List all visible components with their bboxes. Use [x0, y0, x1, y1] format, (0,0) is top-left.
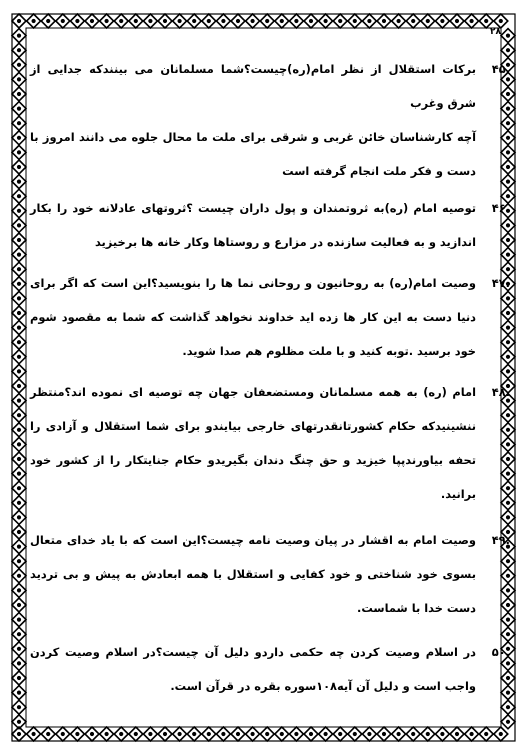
question-item: [30, 523, 510, 625]
questions-list: [30, 52, 510, 703]
answer-text: منتظر ننشینیدکه حکام کشورتانقدرتهای خارجی بیایندو برای شما استقلال و آزادی را تحفه بیاورندپپا خیزید و حق چنگ دندان بگیریدو حکام جنایتکار را از کشور خود برانید.: [30, 385, 476, 501]
question-text: توصیه امام (ره)به ثروتمندان و پول داران چیست ؟: [186, 201, 476, 215]
answer-text: این است که اگر برای دنیا دست به این کار ها زده اید خداوند نخواهد گذاشت که شما به مقصود شوم خود برسید .توبه کنید و با ملت مظلوم هم صدا شوید.: [30, 276, 476, 358]
answer-text: این است که با یاد خدای متعال بسوی خود شناختی و خود کفایی و استقلال با همه ابعادش به پیش و بی تردید دست خدا با شماست.: [30, 533, 476, 615]
question-number: ۴۶.: [491, 201, 510, 215]
question-number: ۴۸.: [491, 385, 510, 399]
question-number: ۴۵.: [491, 62, 510, 76]
question-text: امام (ره) به همه مسلمانان ومستضعفان جهان چه توصیه ای نموده اند؟: [64, 385, 476, 399]
question-text: وصیت امام(ره) به روحانیون و روحانی نما ها را بنویسید؟: [151, 276, 477, 290]
answer-text: آ‌چه کارشناسان خائن غربی و شرقی برای ملت ما محال جلوه می دانند امروز با دست و فکر ملت انجام گرفته است: [30, 130, 476, 178]
answer-text: ثروتهای عادلانه خود را بکار اندازید و به فعالیت سازنده در مزارع و روستاها وکار خانه ها برخیزید: [30, 201, 476, 249]
question-item: [30, 52, 510, 188]
question-item: [30, 375, 510, 511]
page-number: ۲۸: [490, 27, 501, 37]
question-text: وصیت امام به اقشار در پیان وصیت نامه چیست؟: [200, 533, 476, 547]
question-number: ۴۹.: [491, 533, 510, 547]
answer-text: در اسلام وصیت کردن واجب است و دلیل آن آیه۱۰۸سوره بقره در قرآن است.: [30, 645, 476, 693]
question-number: ۴۷.: [491, 276, 510, 290]
question-item: [30, 635, 510, 703]
question-number: ۵۰.: [491, 645, 510, 659]
question-item: [30, 266, 510, 368]
question-text: برکات استقلال از نظر امام(ره)چیست؟شما مسلمانان می بینندکه جدایی از شرق وغرب: [30, 62, 476, 110]
question-item: [30, 191, 510, 259]
question-text: در اسلام وصیت کردن چه حکمی داردو دلیل آن چیست؟: [155, 645, 476, 659]
